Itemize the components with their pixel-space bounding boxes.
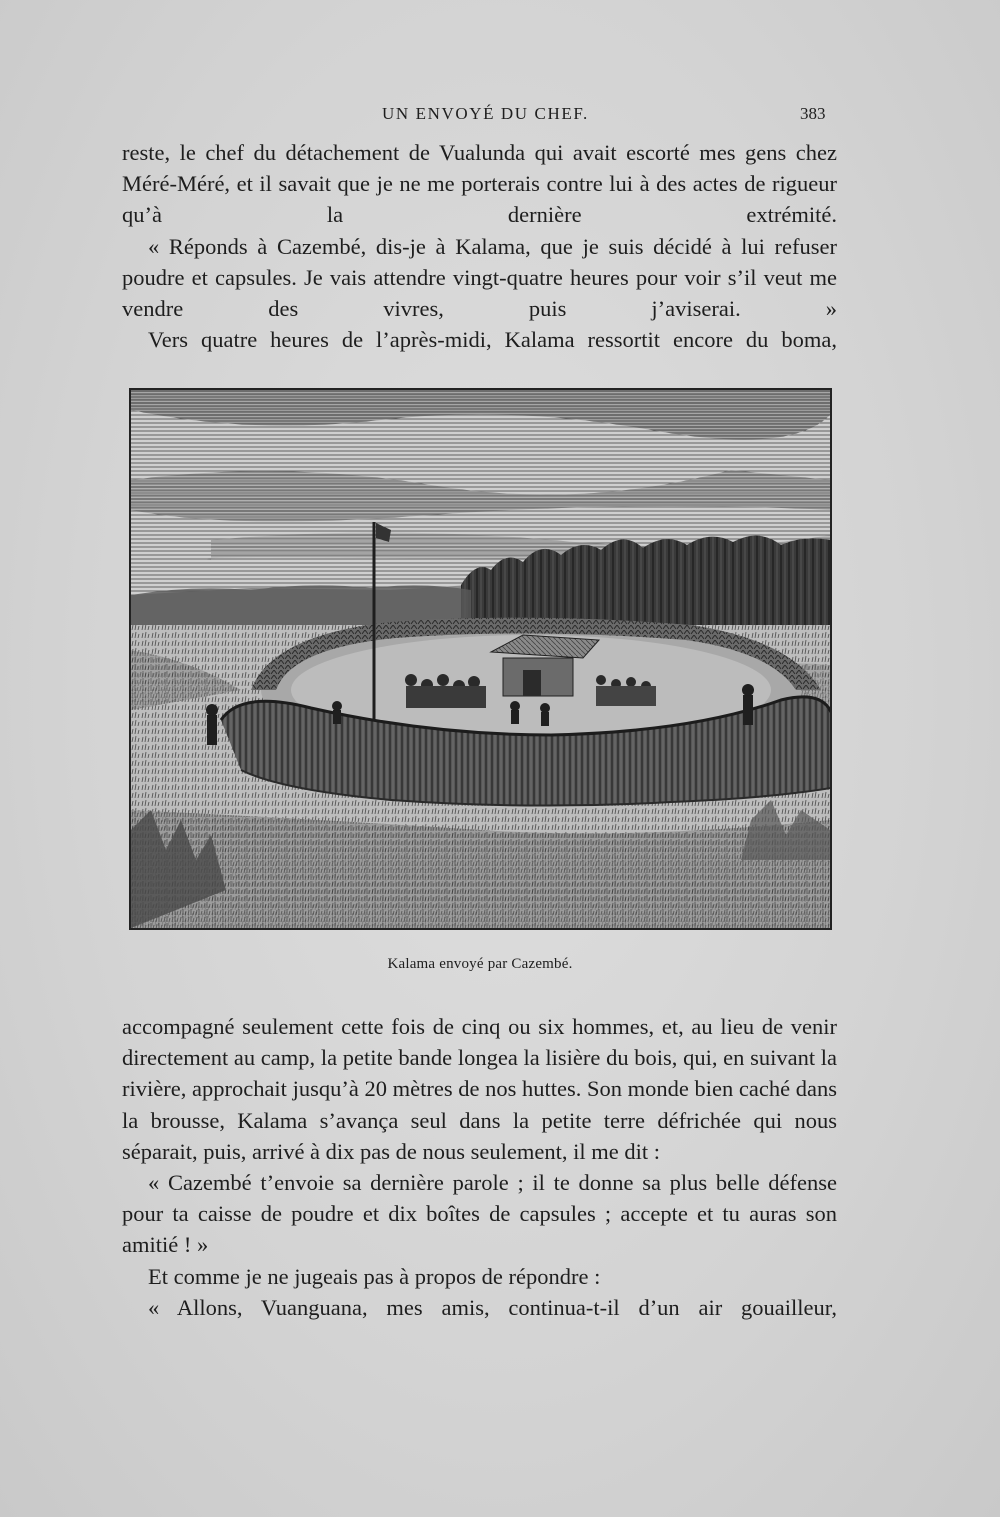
paragraph: reste, le chef du détachement de Vualunda qui avait escorté mes gens chez Méré-Méré, et il savait que je ne me porterais contre lui à des actes de rigueur qu’à la dernière extrémité. — [122, 140, 837, 228]
engraving-illustration — [129, 388, 832, 930]
paragraph: « Réponds à Cazembé, dis-je à Kalama, que je suis décidé à lui refuser poudre et capsules. Je vais attendre vingt-quatre heures pour voir s’il veut me vendre des vivres, puis j’aviserai. » — [122, 233, 837, 322]
engraving-image — [131, 390, 830, 928]
figure-caption: Kalama envoyé par Cazembé. — [387, 956, 573, 972]
paragraph: Et comme je ne jugeais pas à propos de répondre : — [148, 1263, 601, 1289]
running-title: UN ENVOYÉ DU CHEF. — [382, 104, 589, 123]
paragraph: « Cazembé t’envoie sa dernière parole ; il te donne sa plus belle défense pour ta caisse de poudre et dix boîtes de capsules ; accepte et tu auras son amitié ! » — [122, 1170, 837, 1258]
text-block-top — [122, 137, 837, 355]
paragraph: Vers quatre heures de l’après-midi, Kalama ressortit encore du boma, — [148, 327, 837, 353]
page-number: 383 — [800, 104, 826, 123]
paragraph: « Allons, Vuanguana, mes amis, continua-t-il d’un air gouailleur, — [148, 1294, 837, 1320]
text-block-bottom — [122, 1011, 837, 1323]
paragraph: accompagné seulement cette fois de cinq ou six hommes, et, au lieu de venir directement au camp, la petite bande longea la lisière du bois, qui, en suivant la rivière, approchait jusqu’à 20 mètres de nos huttes. Son monde bien caché dans la brousse, Kalama s’avança seul dans la petite terre défrichée qui nous séparait, puis, arrivé à dix pas de nous seulement, il me dit : — [122, 1014, 837, 1164]
running-head — [0, 104, 1000, 128]
